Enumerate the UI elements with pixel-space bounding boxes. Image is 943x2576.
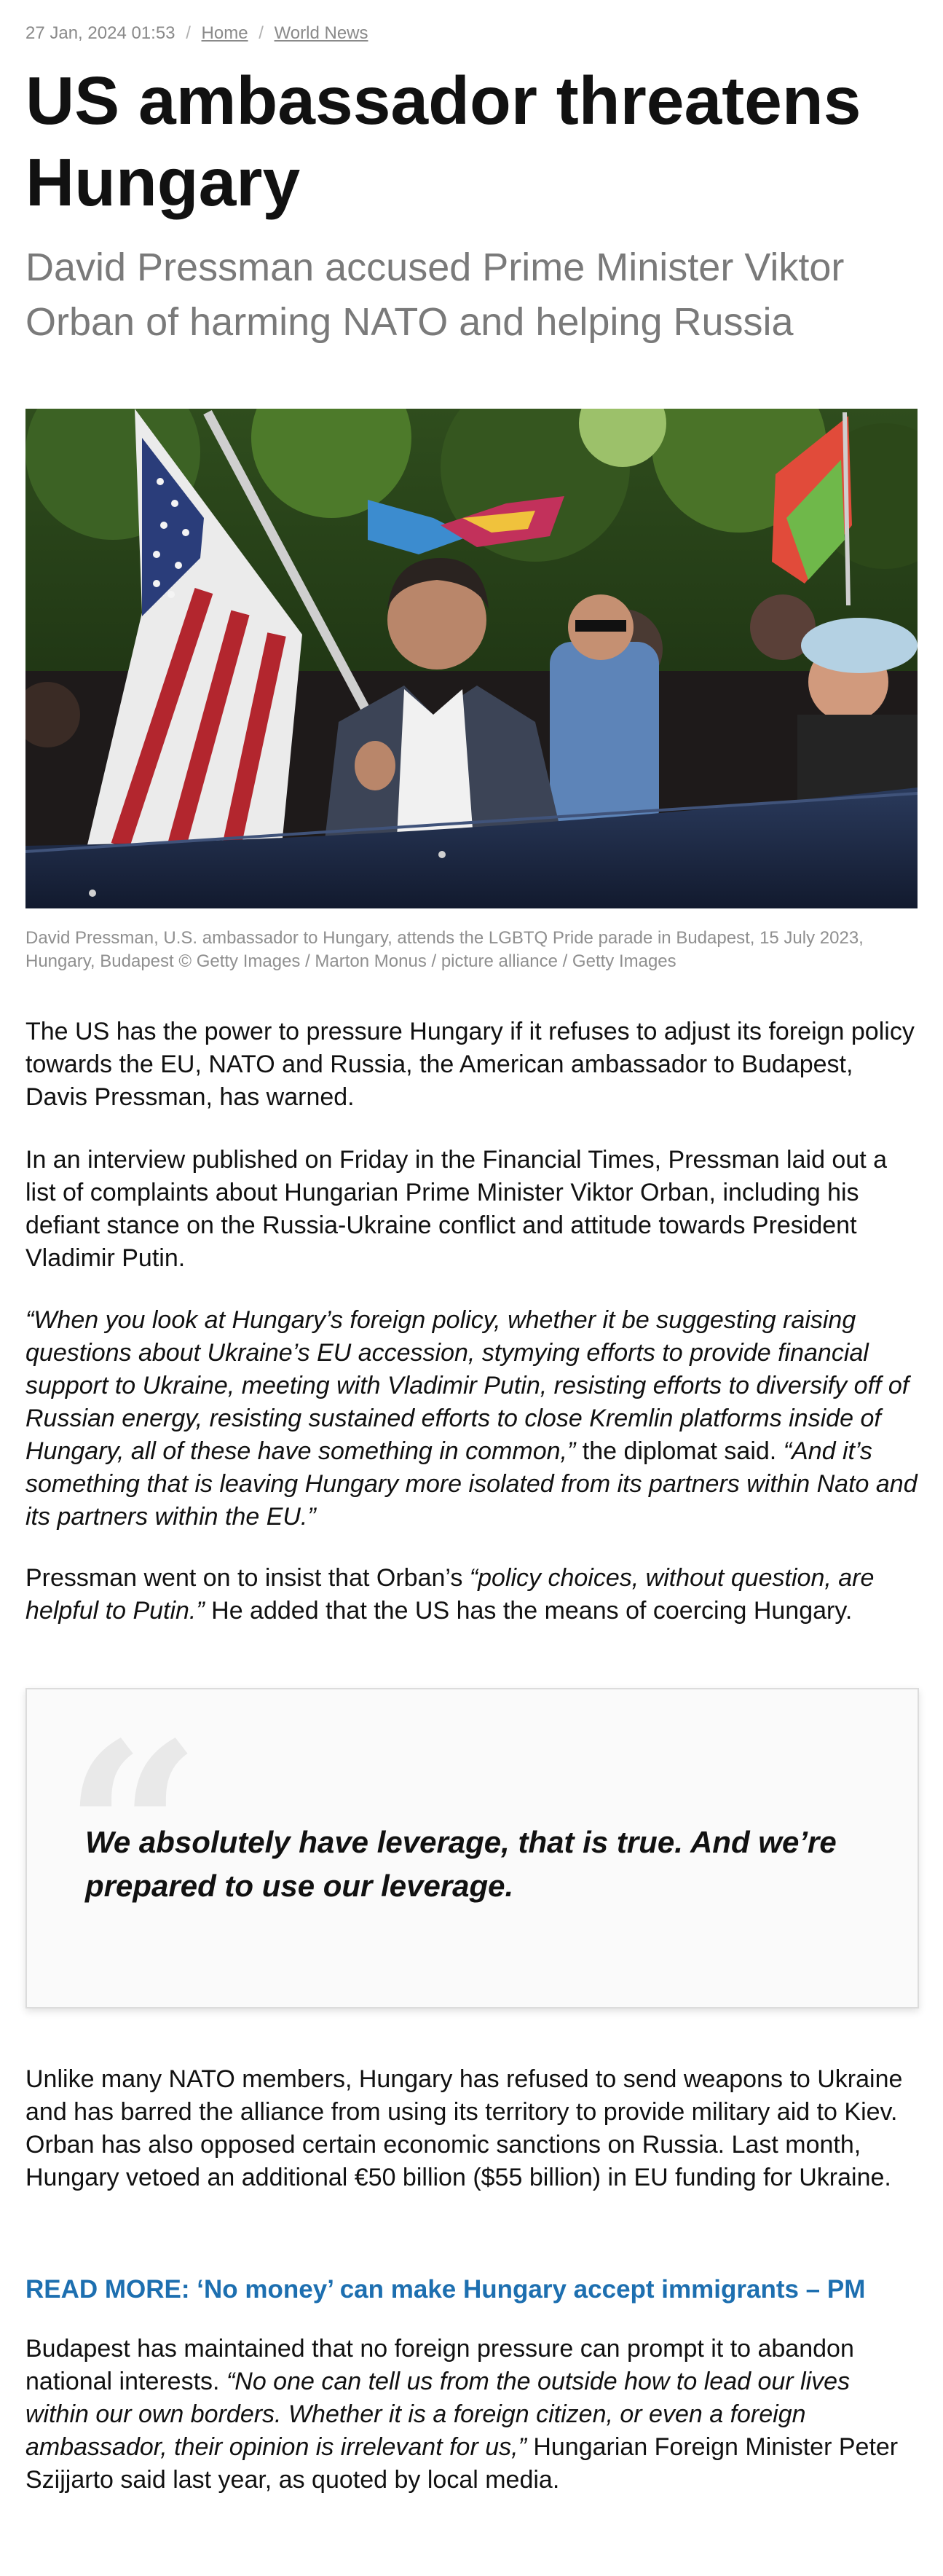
diplomat-quote: “And it’s something that is leaving Hungary more isolated from its partners within Nato and its partners within the EU.” bbox=[25, 1437, 918, 1531]
article-paragraph: In an interview published on Friday in the Financial Times, Pressman laid out a list of complaints about Hungarian Prime Minister Viktor Orban, including his defiant stance on the Russia-Ukraine conflict and attitude towards President Vladimir Putin. bbox=[25, 1146, 888, 1272]
breadcrumb-home-link[interactable]: Home bbox=[201, 23, 248, 43]
paragraph-text: Budapest has maintained that no foreign pressure can prompt it to abandon national interests. bbox=[25, 2335, 854, 2395]
image-caption: David Pressman, U.S. ambassador to Hungary, attends the LGBTQ Pride parade in Budapest, 15 July 2023, Hungary, Budapest © Getty Images / Marton Monus / picture alliance / Getty Images bbox=[25, 928, 864, 971]
article-paragraph bbox=[25, 1562, 918, 1627]
article-meta bbox=[25, 23, 368, 44]
article-paragraph: The US has the power to pressure Hungary if it refuses to adjust its foreign policy towards the EU, NATO and Russia, the American ambassador to Budapest, Davis Pressman, has warned. bbox=[25, 1018, 915, 1111]
hero-photo bbox=[25, 409, 918, 908]
article-title: US ambassador threatens Hungary bbox=[25, 63, 861, 220]
article-paragraph: Unlike many NATO members, Hungary has refused to send weapons to Ukraine and has barred the alliance from using its territory to provide military aid to Kiev. Orban has also opposed certain economic sanctions on Russia. Last month, Hungary vetoed an additional €50 billion ($55 billion) in EU funding for Ukraine. bbox=[25, 2065, 903, 2191]
publish-date: 27 Jan, 2024 01:53 bbox=[25, 23, 175, 43]
article-paragraph bbox=[25, 2333, 918, 2497]
pull-quote-box bbox=[25, 1688, 919, 2008]
attribution-text: the diplomat said. bbox=[575, 1437, 784, 1465]
breadcrumb-section-link[interactable]: World News bbox=[274, 23, 368, 43]
diplomat-quote: “When you look at Hungary’s foreign policy, whether it be suggesting raising questions about Ukraine’s EU accession, stymying efforts to provide financial support to Ukraine, meeting with Vladimir Putin, resisting efforts to diversify off of Russian energy, resisting sustained efforts to close Kremlin platforms inside of Hungary, all of these have something in common,” bbox=[25, 1306, 910, 1465]
article-paragraph bbox=[25, 1304, 918, 1534]
quote-mark-icon: “ bbox=[63, 1690, 202, 1973]
read-more-link[interactable]: READ MORE: ‘No money’ can make Hungary accept immigrants – PM bbox=[25, 2275, 866, 2304]
paragraph-text: Pressman went on to insist that Orban’s bbox=[25, 1564, 470, 1592]
breadcrumb-separator: / bbox=[186, 23, 191, 43]
inline-quote: “policy choices, without question, are helpful to Putin.” bbox=[25, 1564, 875, 1625]
pull-quote-text: We absolutely have leverage, that is true. And we’re prepared to use our leverage. bbox=[85, 1825, 837, 1903]
paragraph-text: He added that the US has the means of coercing Hungary. bbox=[204, 1597, 853, 1625]
breadcrumb-separator: / bbox=[259, 23, 264, 43]
article-subtitle: David Pressman accused Prime Minister Viktor Orban of harming NATO and helping Russia bbox=[25, 246, 845, 344]
paragraph-text: Hungarian Foreign Minister Peter Szijjarto said last year, as quoted by local media. bbox=[25, 2433, 899, 2494]
inline-quote: “No one can tell us from the outside how to lead our lives within our own borders. Whether it is a foreign citizen, or even a foreign ambassador, their opinion is irrelevant for us,” bbox=[25, 2368, 851, 2461]
